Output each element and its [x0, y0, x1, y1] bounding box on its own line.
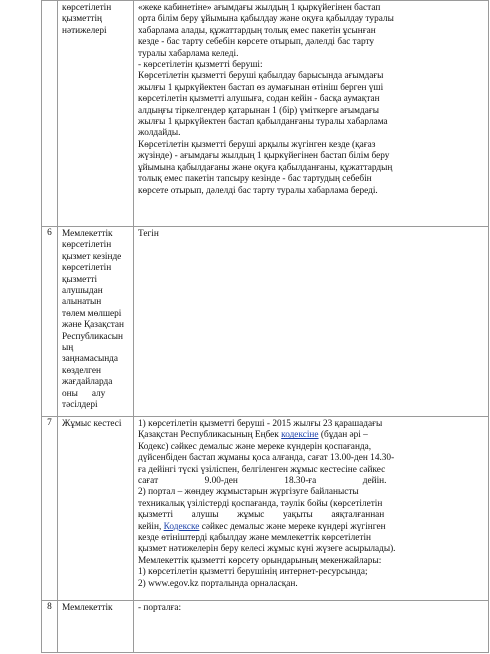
content-line: қызметті алушы жұмыс уақыты аяқталғаннан: [138, 510, 385, 521]
row-label-text: көрсетілетін қызметтің нәтижелері: [62, 3, 112, 36]
content-line: - көрсетілетін қызметті беруші:: [138, 60, 263, 71]
content-line: алдыңғы тіркелгендер қатарынан 1 (бір) үміткерге ағымдағы: [138, 105, 379, 116]
row-label-line: заңнамасында: [62, 354, 119, 365]
content-line: Кодекс) сәйкес демалыс және мереке күндерін қоспағанда,: [138, 441, 372, 452]
content-line: - порталға:: [138, 603, 182, 613]
row-label-line: алынатын: [62, 297, 102, 308]
content-line: қызмет нәтижелерін беру келесі жұмыс күні жүзеге асырылады).: [138, 544, 396, 555]
row-label-line: көрсетілетін: [62, 263, 112, 274]
table-row: [42, 1, 489, 227]
row-content: [134, 227, 489, 417]
row-label-line: көрсетілетін: [62, 240, 112, 251]
row-label-text: Мемлекеттік: [62, 603, 113, 613]
row-label-line: Мемлекеттік: [62, 229, 113, 239]
content-line: көрсете отырып, дәлелді бас тарту туралы хабарлама береді.: [138, 185, 378, 196]
row-label: [58, 417, 134, 601]
table-row: [42, 417, 489, 601]
content-line: сағат 9.00-ден 18.30-ға дейін.: [138, 476, 387, 487]
content-line-with-link: Қазақстан Республикасының Еңбек кодексіне (бұдан әрі –: [138, 430, 368, 441]
content-line-with-link: кейін, Кодекске сәйкес демалыс және мереке күндері жүгінген: [138, 521, 386, 532]
row-label-line: тәсілдері: [62, 400, 98, 411]
content-line: көрсетілетін қызметті алушыға, содан кейін - басқа аумақтан: [138, 94, 380, 105]
row-label-line: көзделген: [62, 365, 101, 376]
content-line: «жеке кабинетіне» ағымдағы жылдың 1 қыркүйегінен бастап: [138, 3, 381, 13]
content-line: 2) портал – жөндеу жұмыстарын жүргізуге байланысты: [138, 487, 359, 498]
content-line: жылғы 1 қыркүйектен бастап өз аумағынан өтініш берген үші: [138, 82, 384, 93]
row-label: [58, 1, 134, 227]
content-line: туралы хабарлама келеді.: [138, 48, 239, 59]
row-label-line: алушыдан: [62, 286, 103, 297]
row-number: 8: [42, 601, 58, 653]
content-line: хабарлама алады, құжаттардың толық емес пакетін ұсынған: [138, 25, 376, 36]
content-line: Тегін: [138, 229, 159, 239]
content-line: 2) www.egov.kz порталында орналасқан.: [138, 578, 298, 589]
content-line: жүзінде) - ағымдағы жылдың 1 қыркүйегінен бастап білім беру: [138, 151, 390, 162]
labor-code-link[interactable]: кодексіне: [281, 430, 319, 441]
row-label-line: қызмет кезінде: [62, 251, 122, 262]
code-link[interactable]: Кодекске: [163, 521, 200, 532]
row-number: 7: [42, 417, 58, 601]
content-line: Көрсетілетін қызметті беруші қабылдау барысында ағымдағы: [138, 71, 384, 82]
content-line: Мемлекеттік қызметті көрсету орындарының мекенжайлары:: [138, 555, 382, 566]
row-label: [58, 601, 134, 653]
content-line: дүйсенбіден бастап жұманы қоса алғанда, сағат 13.00-ден 14.30-: [138, 453, 395, 464]
row-label-text: Жұмыс кестесі: [62, 419, 122, 429]
standard-table: [41, 0, 489, 653]
content-line: ға дейінгі түскі үзіліспен, белгіленген жұмыс кестесіне сәйкес: [138, 464, 386, 475]
row-label-line: қызметті: [62, 274, 98, 285]
content-line: техникалық үзілістерді қоспағанда, тәулік бойы (көрсетілетін: [138, 498, 383, 509]
row-content: [134, 601, 489, 653]
content-line: Көрсетілетін қызметті беруші арқылы жүгінген кезде (қағаз: [138, 139, 376, 150]
table-row: [42, 227, 489, 417]
content-line: жолдайды.: [138, 128, 181, 139]
row-label-line: төлем мөлшері: [62, 308, 122, 319]
row-label: [58, 227, 134, 417]
row-label-line: және Қазақстан: [62, 320, 125, 331]
content-line: орта білім беру ұйымына қабылдау және оқуға қабылдау туралы: [138, 14, 394, 25]
row-content: [134, 1, 489, 227]
content-line: кезде өтініштерді қабылдау және мемлекеттік көрсетілетін: [138, 533, 371, 544]
content-line: кезде - бас тарту себебін көрсете отырып, дәлелді бас тарту: [138, 37, 375, 48]
row-label-line: ың: [62, 343, 74, 354]
table-row: [42, 601, 489, 653]
content-line: 1) көрсетілетін қызметті берушінің интернет-ресурсында;: [138, 567, 368, 578]
content-line: 1) көрсетілетін қызметті беруші - 2015 жылғы 23 қарашадағы: [138, 419, 383, 429]
row-number: [42, 1, 58, 227]
row-content: [134, 417, 489, 601]
content-line: толық емес пакетін тапсыру кезінде - бас тартудың себебін: [138, 174, 372, 185]
row-number: 6: [42, 227, 58, 417]
row-label-line: Республикасын: [62, 331, 123, 342]
content-line: жылғы 1 қыркүйектен бастап қабылданғаны туралы хабарлама: [138, 117, 388, 128]
row-label-line: оны алу: [62, 388, 106, 399]
row-label-line: жағдайларда: [62, 377, 113, 388]
content-line: ұйымына қабылдағаны және оқуға қабылданғаны, құжаттардың: [138, 162, 393, 173]
